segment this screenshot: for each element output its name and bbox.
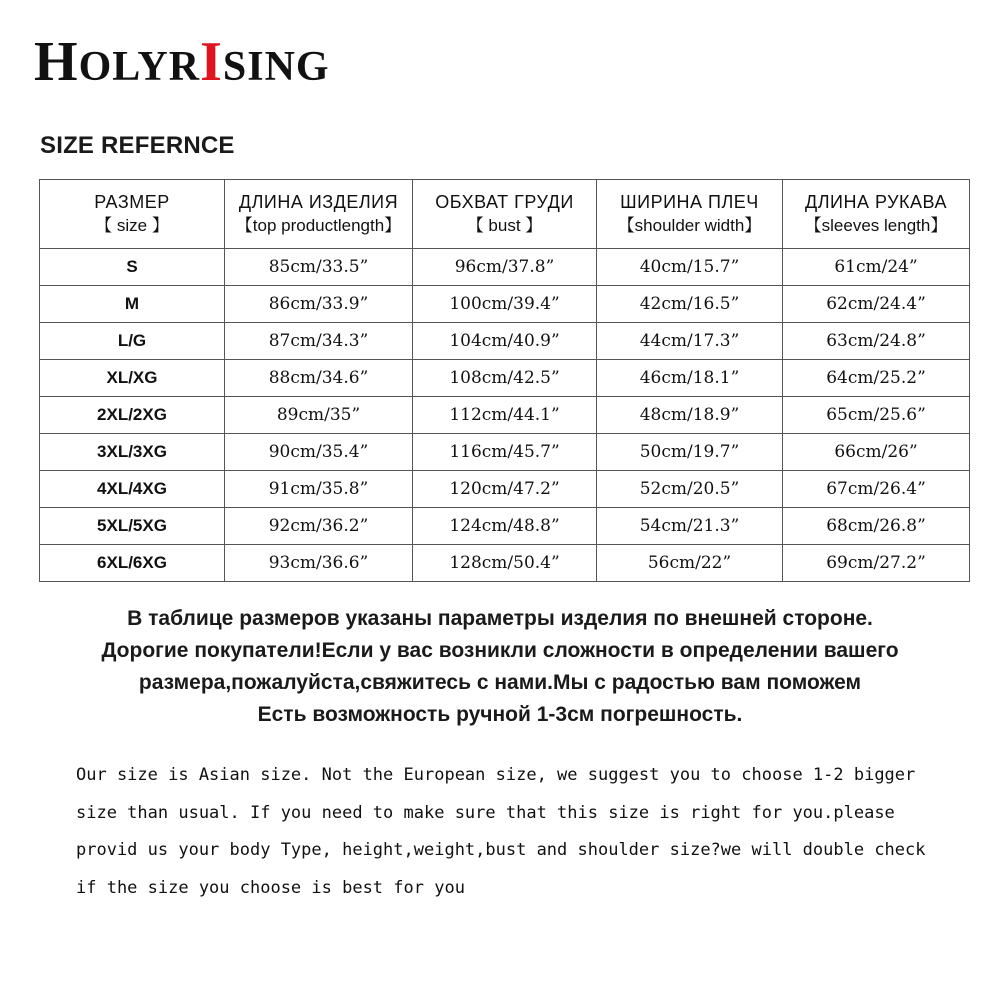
length-cell: 86cm/33.9” [225, 286, 413, 323]
sleeves-cell: 63cm/24.8” [783, 323, 970, 360]
sleeves-cell: 61cm/24” [783, 249, 970, 286]
shoulder-cell: 48cm/18.9” [597, 397, 783, 434]
length-cell: 93cm/36.6” [225, 545, 413, 582]
shoulder-cell: 50cm/19.7” [597, 434, 783, 471]
table-row [40, 397, 970, 434]
bust-cell: 128cm/50.4” [413, 545, 597, 582]
shoulder-cell: 56cm/22” [597, 545, 783, 582]
shoulder-cell: 42cm/16.5” [597, 286, 783, 323]
size-cell: M [40, 286, 225, 323]
shoulder-cell: 46cm/18.1” [597, 360, 783, 397]
header-sleeves: ДЛИНА РУКАВА 【sleeves length】 [783, 180, 970, 249]
sleeves-cell: 65cm/25.6” [783, 397, 970, 434]
table-row [40, 434, 970, 471]
length-cell: 87cm/34.3” [225, 323, 413, 360]
bust-cell: 96cm/37.8” [413, 249, 597, 286]
size-cell: 4XL/4XG [40, 471, 225, 508]
brand-logo [34, 31, 330, 93]
size-cell: 3XL/3XG [40, 434, 225, 471]
table-row [40, 360, 970, 397]
sleeves-cell: 62cm/24.4” [783, 286, 970, 323]
shoulder-cell: 40cm/15.7” [597, 249, 783, 286]
size-cell: S [40, 249, 225, 286]
length-cell: 88cm/34.6” [225, 360, 413, 397]
ru-note-line: Есть возможность ручной 1-3см погрешность. [257, 703, 743, 726]
english-size-note [76, 757, 981, 907]
sleeves-cell: 64cm/25.2” [783, 360, 970, 397]
table-row [40, 249, 970, 286]
size-cell: L/G [40, 323, 225, 360]
sleeves-cell: 69cm/27.2” [783, 545, 970, 582]
bust-cell: 120cm/47.2” [413, 471, 597, 508]
header-bust: ОБХВАТ ГРУДИ 【 bust 】 [413, 180, 597, 249]
header-size: РАЗМЕР 【 size 】 [40, 180, 225, 249]
bust-cell: 100cm/39.4” [413, 286, 597, 323]
sleeves-cell: 68cm/26.8” [783, 508, 970, 545]
length-cell: 85cm/33.5” [225, 249, 413, 286]
bust-cell: 104cm/40.9” [413, 323, 597, 360]
bust-cell: 108cm/42.5” [413, 360, 597, 397]
table-row [40, 471, 970, 508]
size-cell: 6XL/6XG [40, 545, 225, 582]
en-note-line: size than usual. If you need to make sure that this size is right for you.please [76, 802, 895, 823]
length-cell: 90cm/35.4” [225, 434, 413, 471]
size-cell: 5XL/5XG [40, 508, 225, 545]
logo-letter-i: I [200, 31, 223, 93]
logo-letter-h: H [34, 31, 79, 93]
table-row [40, 323, 970, 360]
logo-part-sing: SING [222, 44, 330, 90]
shoulder-cell: 54cm/21.3” [597, 508, 783, 545]
size-cell: 2XL/2XG [40, 397, 225, 434]
shoulder-cell: 52cm/20.5” [597, 471, 783, 508]
shoulder-cell: 44cm/17.3” [597, 323, 783, 360]
ru-note-line: размера,пожалуйста,свяжитесь с нами.Мы с радостью вам поможем [138, 671, 862, 694]
ru-note-line: Дорогие покупатели!Если у вас возникли сложности в определении вашего [101, 639, 899, 662]
length-cell: 91cm/35.8” [225, 471, 413, 508]
size-cell: XL/XG [40, 360, 225, 397]
size-table [39, 179, 970, 582]
length-cell: 92cm/36.2” [225, 508, 413, 545]
table-header-row [40, 180, 970, 249]
length-cell: 89cm/35” [225, 397, 413, 434]
en-note-line: if the size you choose is best for you [76, 877, 465, 898]
russian-size-note [0, 603, 1000, 731]
bust-cell: 116cm/45.7” [413, 434, 597, 471]
page-title: SIZE REFERNCE [40, 132, 235, 159]
table-row [40, 286, 970, 323]
table-row [40, 545, 970, 582]
bust-cell: 112cm/44.1” [413, 397, 597, 434]
header-length: ДЛИНА ИЗДЕЛИЯ 【top productlength】 [225, 180, 413, 249]
table-row [40, 508, 970, 545]
sleeves-cell: 67cm/26.4” [783, 471, 970, 508]
bust-cell: 124cm/48.8” [413, 508, 597, 545]
ru-note-line: В таблице размеров указаны параметры изделия по внешней стороне. [127, 607, 873, 630]
en-note-line: Our size is Asian size. Not the European size, we suggest you to choose 1-2 bigger [76, 765, 916, 785]
header-shoulder: ШИРИНА ПЛЕЧ 【shoulder width】 [597, 180, 783, 249]
logo-part-olyr: OLYR [78, 44, 201, 90]
en-note-line: provid us your body Type, height,weight,bust and shoulder size?we will double check [76, 840, 926, 860]
sleeves-cell: 66cm/26” [783, 434, 970, 471]
